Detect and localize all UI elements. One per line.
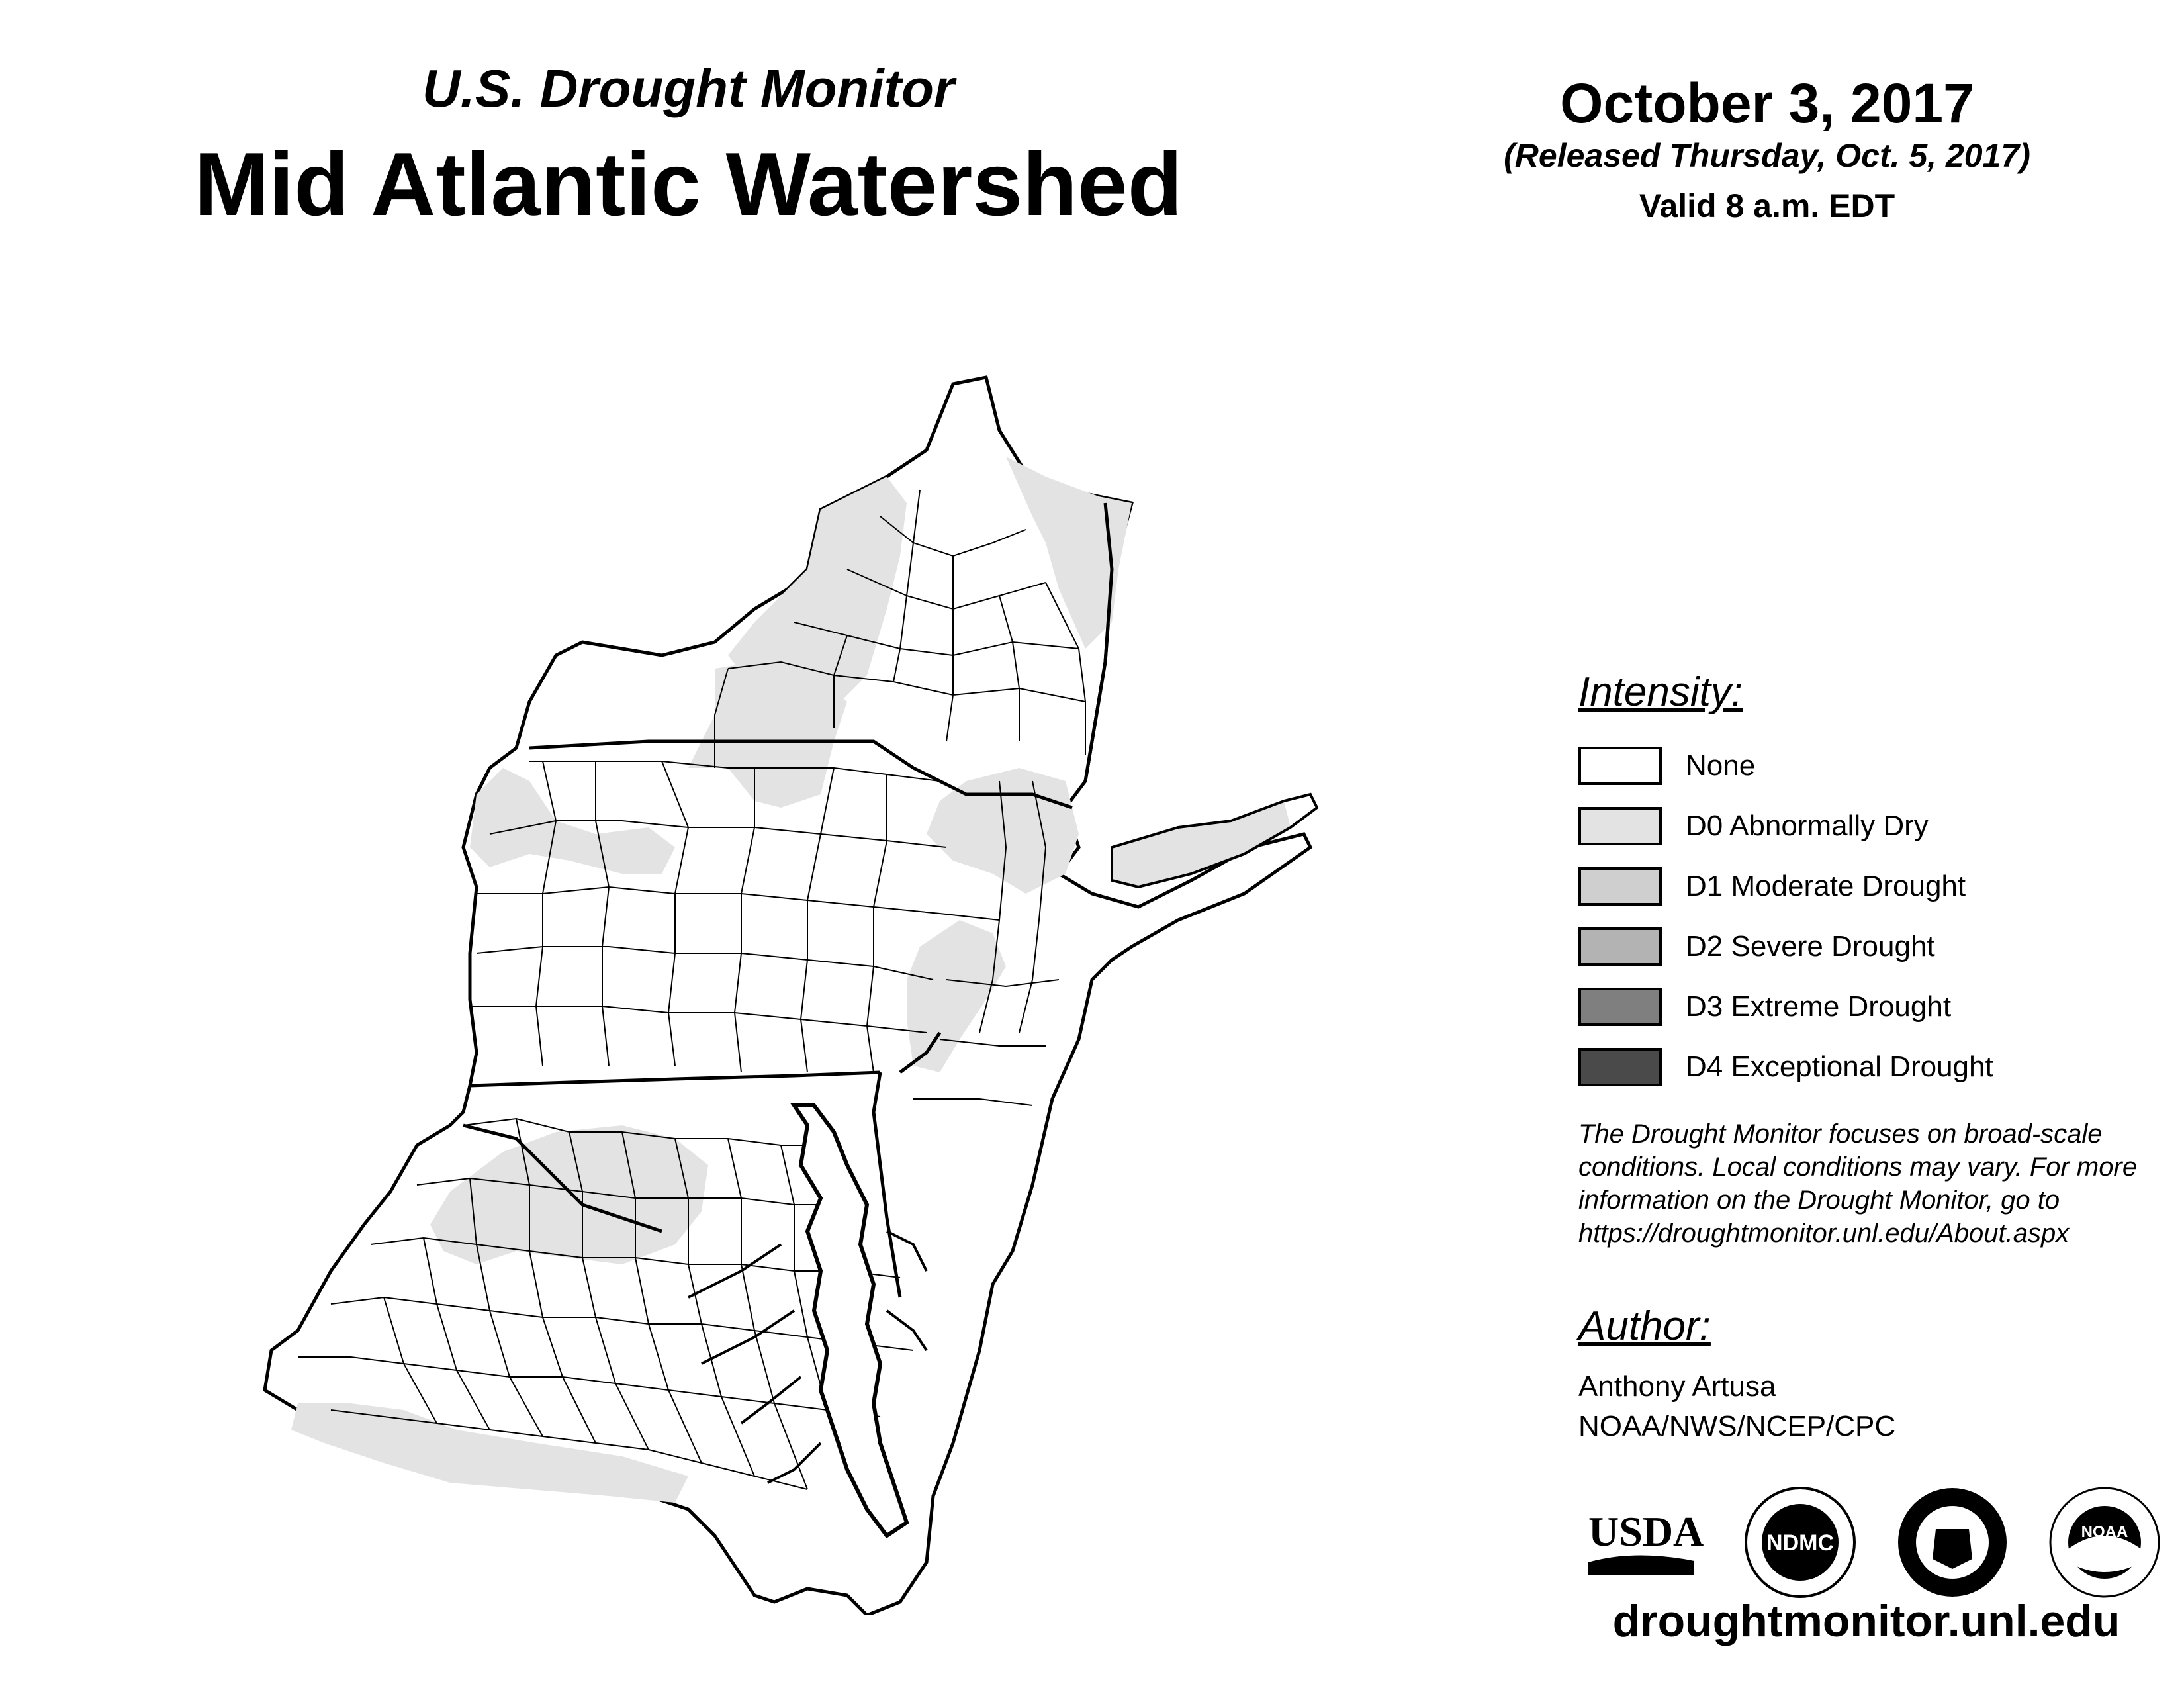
author-org: NOAA/NWS/NCEP/CPC [1578, 1410, 1896, 1442]
note-url[interactable]: https://droughtmonitor.unl.edu/About.aspx [1578, 1219, 2070, 1248]
note-line: The Drought Monitor focuses on broad-scale [1578, 1119, 2103, 1149]
map-title: Mid Atlantic Watershed [194, 134, 1183, 234]
legend-heading: Intensity: [1578, 669, 1743, 715]
ndmc-logo-text: NDMC [1766, 1530, 1834, 1556]
legend-label: D0 Abnormally Dry [1686, 809, 1929, 842]
legend-label: None [1686, 749, 1756, 782]
valid-time: Valid 8 a.m. EDT [1639, 187, 1895, 224]
noaa-logo-text: NOAA [2081, 1523, 2128, 1541]
legend-swatch [1578, 867, 1662, 906]
legend-label: D1 Moderate Drought [1686, 869, 1966, 902]
legend-row-d1 [1578, 856, 2174, 916]
release-date: (Released Thursday, Oct. 5, 2017) [1504, 137, 2030, 174]
usda-logo-text: USDA [1588, 1508, 1704, 1555]
legend-swatch [1578, 1048, 1662, 1086]
valid-date: October 3, 2017 [1560, 72, 1974, 134]
note-line: conditions. Local conditions may vary. For more [1578, 1152, 2138, 1182]
ndmc-logo [1746, 1488, 1854, 1597]
author-heading: Author: [1578, 1303, 1711, 1349]
legend-row-d4 [1578, 1037, 2174, 1097]
disclaimer-note [1578, 1117, 2174, 1250]
map-subtitle: U.S. Drought Monitor [422, 59, 955, 118]
footer-url[interactable]: droughtmonitor.unl.edu [1612, 1596, 2120, 1646]
note-line: information on the Drought Monitor, go to [1578, 1186, 2060, 1215]
legend-swatch [1578, 927, 1662, 966]
legend-swatch [1578, 747, 1662, 785]
legend-label: D3 Extreme Drought [1686, 990, 1952, 1023]
legend-swatch [1578, 988, 1662, 1026]
legend-row-none [1578, 735, 2174, 796]
doc-logo [1898, 1488, 2007, 1597]
noaa-logo [2050, 1488, 2159, 1597]
legend-row-d2 [1578, 916, 2174, 976]
author-name: Anthony Artusa [1578, 1370, 1776, 1403]
drought-map [251, 371, 1337, 1615]
legend-label: D2 Severe Drought [1686, 929, 1935, 962]
agency-logos [1582, 1483, 2164, 1609]
usda-logo [1588, 1508, 1704, 1575]
legend-swatch [1578, 807, 1662, 845]
legend-row-d0 [1578, 796, 2174, 856]
legend-label: D4 Exceptional Drought [1686, 1050, 1993, 1083]
legend [1578, 669, 2174, 1097]
legend-row-d3 [1578, 976, 2174, 1037]
